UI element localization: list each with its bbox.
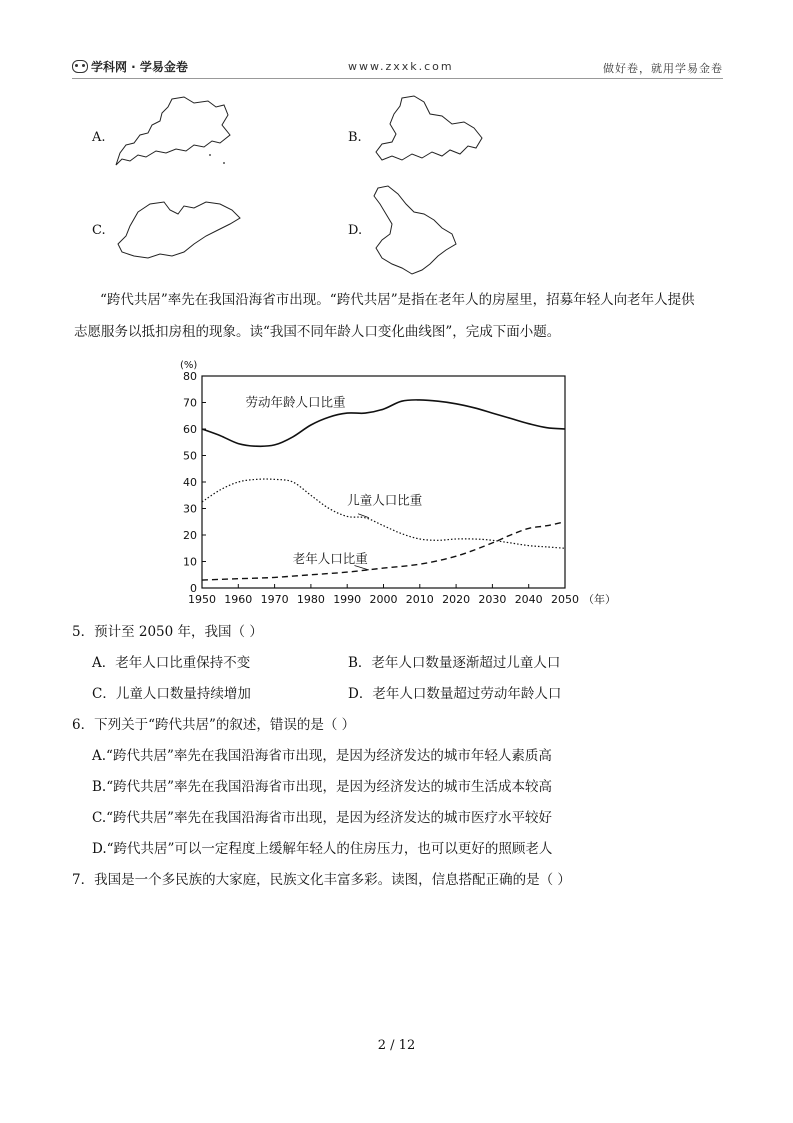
- y-tick-label: 20: [183, 529, 197, 542]
- y-tick-label: 40: [183, 476, 197, 489]
- x-tick-label: 1970: [260, 593, 289, 606]
- population-chart: [170, 348, 630, 618]
- hubei-map-icon: [372, 94, 496, 172]
- map-option-c-label: C.: [92, 223, 106, 238]
- q5-option-b: B．老年人口数量逐渐超过儿童人口: [348, 655, 561, 671]
- y-tick-label: 30: [183, 502, 197, 516]
- y-tick-label: 50: [183, 449, 197, 463]
- x-tick-label: 2050: [551, 593, 579, 606]
- q5-stem: 5．预计至 2050 年，我国（ ）: [72, 624, 263, 640]
- passage-line-1: “跨代共居”率先在我国沿海省市出现。“跨代共居”是指在老年人的房屋里，招募年轻人向老年人提供: [100, 292, 695, 308]
- x-tick-label: 1990: [333, 593, 362, 606]
- q6-stem: 6．下列关于“跨代共居”的叙述，错误的是（ ）: [72, 717, 356, 733]
- guangdong-map-icon: [112, 95, 242, 175]
- logo: [72, 58, 188, 75]
- y-axis-label: (%): [180, 360, 198, 371]
- site-url: www.zxxk.com: [348, 60, 454, 73]
- elderly-series-label: 老年人口比重: [292, 550, 368, 566]
- x-axis-unit: （年）: [583, 593, 616, 606]
- q6-option-c: C.“跨代共居”率先在我国沿海省市出现，是因为经济发达的城市医疗水平较好: [92, 810, 552, 826]
- y-tick-label: 60: [183, 423, 197, 436]
- x-tick-label: 1980: [296, 593, 325, 606]
- q6-option-b: B.“跨代共居”率先在我国沿海省市出现，是因为经济发达的城市生活成本较高: [92, 779, 553, 795]
- q5-option-c: C．儿童人口数量持续增加: [92, 686, 251, 702]
- children-series-label: 儿童人口比重: [347, 492, 423, 508]
- y-tick-label: 80: [183, 370, 197, 383]
- heilongjiang-map-icon: [370, 184, 460, 280]
- page-number: 2 / 12: [377, 1038, 416, 1053]
- y-tick-label: 70: [183, 396, 197, 410]
- x-tick-label: 2010: [405, 593, 434, 606]
- elderly-label-leader: [354, 565, 369, 570]
- x-tick-label: 1950: [188, 593, 216, 606]
- header-slogan: 做好卷，就用学易金卷: [603, 62, 723, 75]
- page-header: [72, 58, 723, 79]
- logo-icon: [72, 60, 88, 73]
- x-tick-label: 2040: [514, 593, 543, 606]
- x-tick-label: 2000: [369, 593, 398, 606]
- working-age-series-label: 劳动年龄人口比重: [245, 394, 346, 410]
- q6-option-d: D.“跨代共居”可以一定程度上缓解年轻人的住房压力，也可以更好的照顾老人: [92, 841, 553, 857]
- map-option-a-label: A.: [92, 130, 106, 145]
- y-tick-label: 0: [190, 582, 197, 595]
- x-tick-label: 1960: [224, 593, 253, 606]
- y-tick-label: 10: [183, 555, 197, 569]
- q6-option-a: A.“跨代共居”率先在我国沿海省市出现，是因为经济发达的城市年轻人素质高: [92, 748, 552, 764]
- children-label-leader: [358, 514, 369, 518]
- q5-option-d: D．老年人口数量超过劳动年龄人口: [348, 686, 562, 702]
- passage-line-2: 志愿服务以抵扣房租的现象。读“我国不同年龄人口变化曲线图”，完成下面小题。: [74, 324, 561, 340]
- q5-option-a: A．老年人口比重保持不变: [92, 655, 251, 671]
- shandong-map-icon: [114, 192, 246, 264]
- elderly-series-line: [202, 522, 565, 580]
- x-tick-label: 2020: [442, 593, 471, 606]
- children-series-line: [202, 479, 565, 548]
- logo-text: 学科网 · 学易金卷: [91, 60, 188, 74]
- q7-stem: 7．我国是一个多民族的大家庭，民族文化丰富多彩。读图，信息搭配正确的是（ ）: [72, 872, 571, 888]
- map-option-d-label: D.: [348, 223, 363, 238]
- x-tick-label: 2030: [478, 593, 507, 606]
- map-option-b-label: B.: [348, 130, 362, 145]
